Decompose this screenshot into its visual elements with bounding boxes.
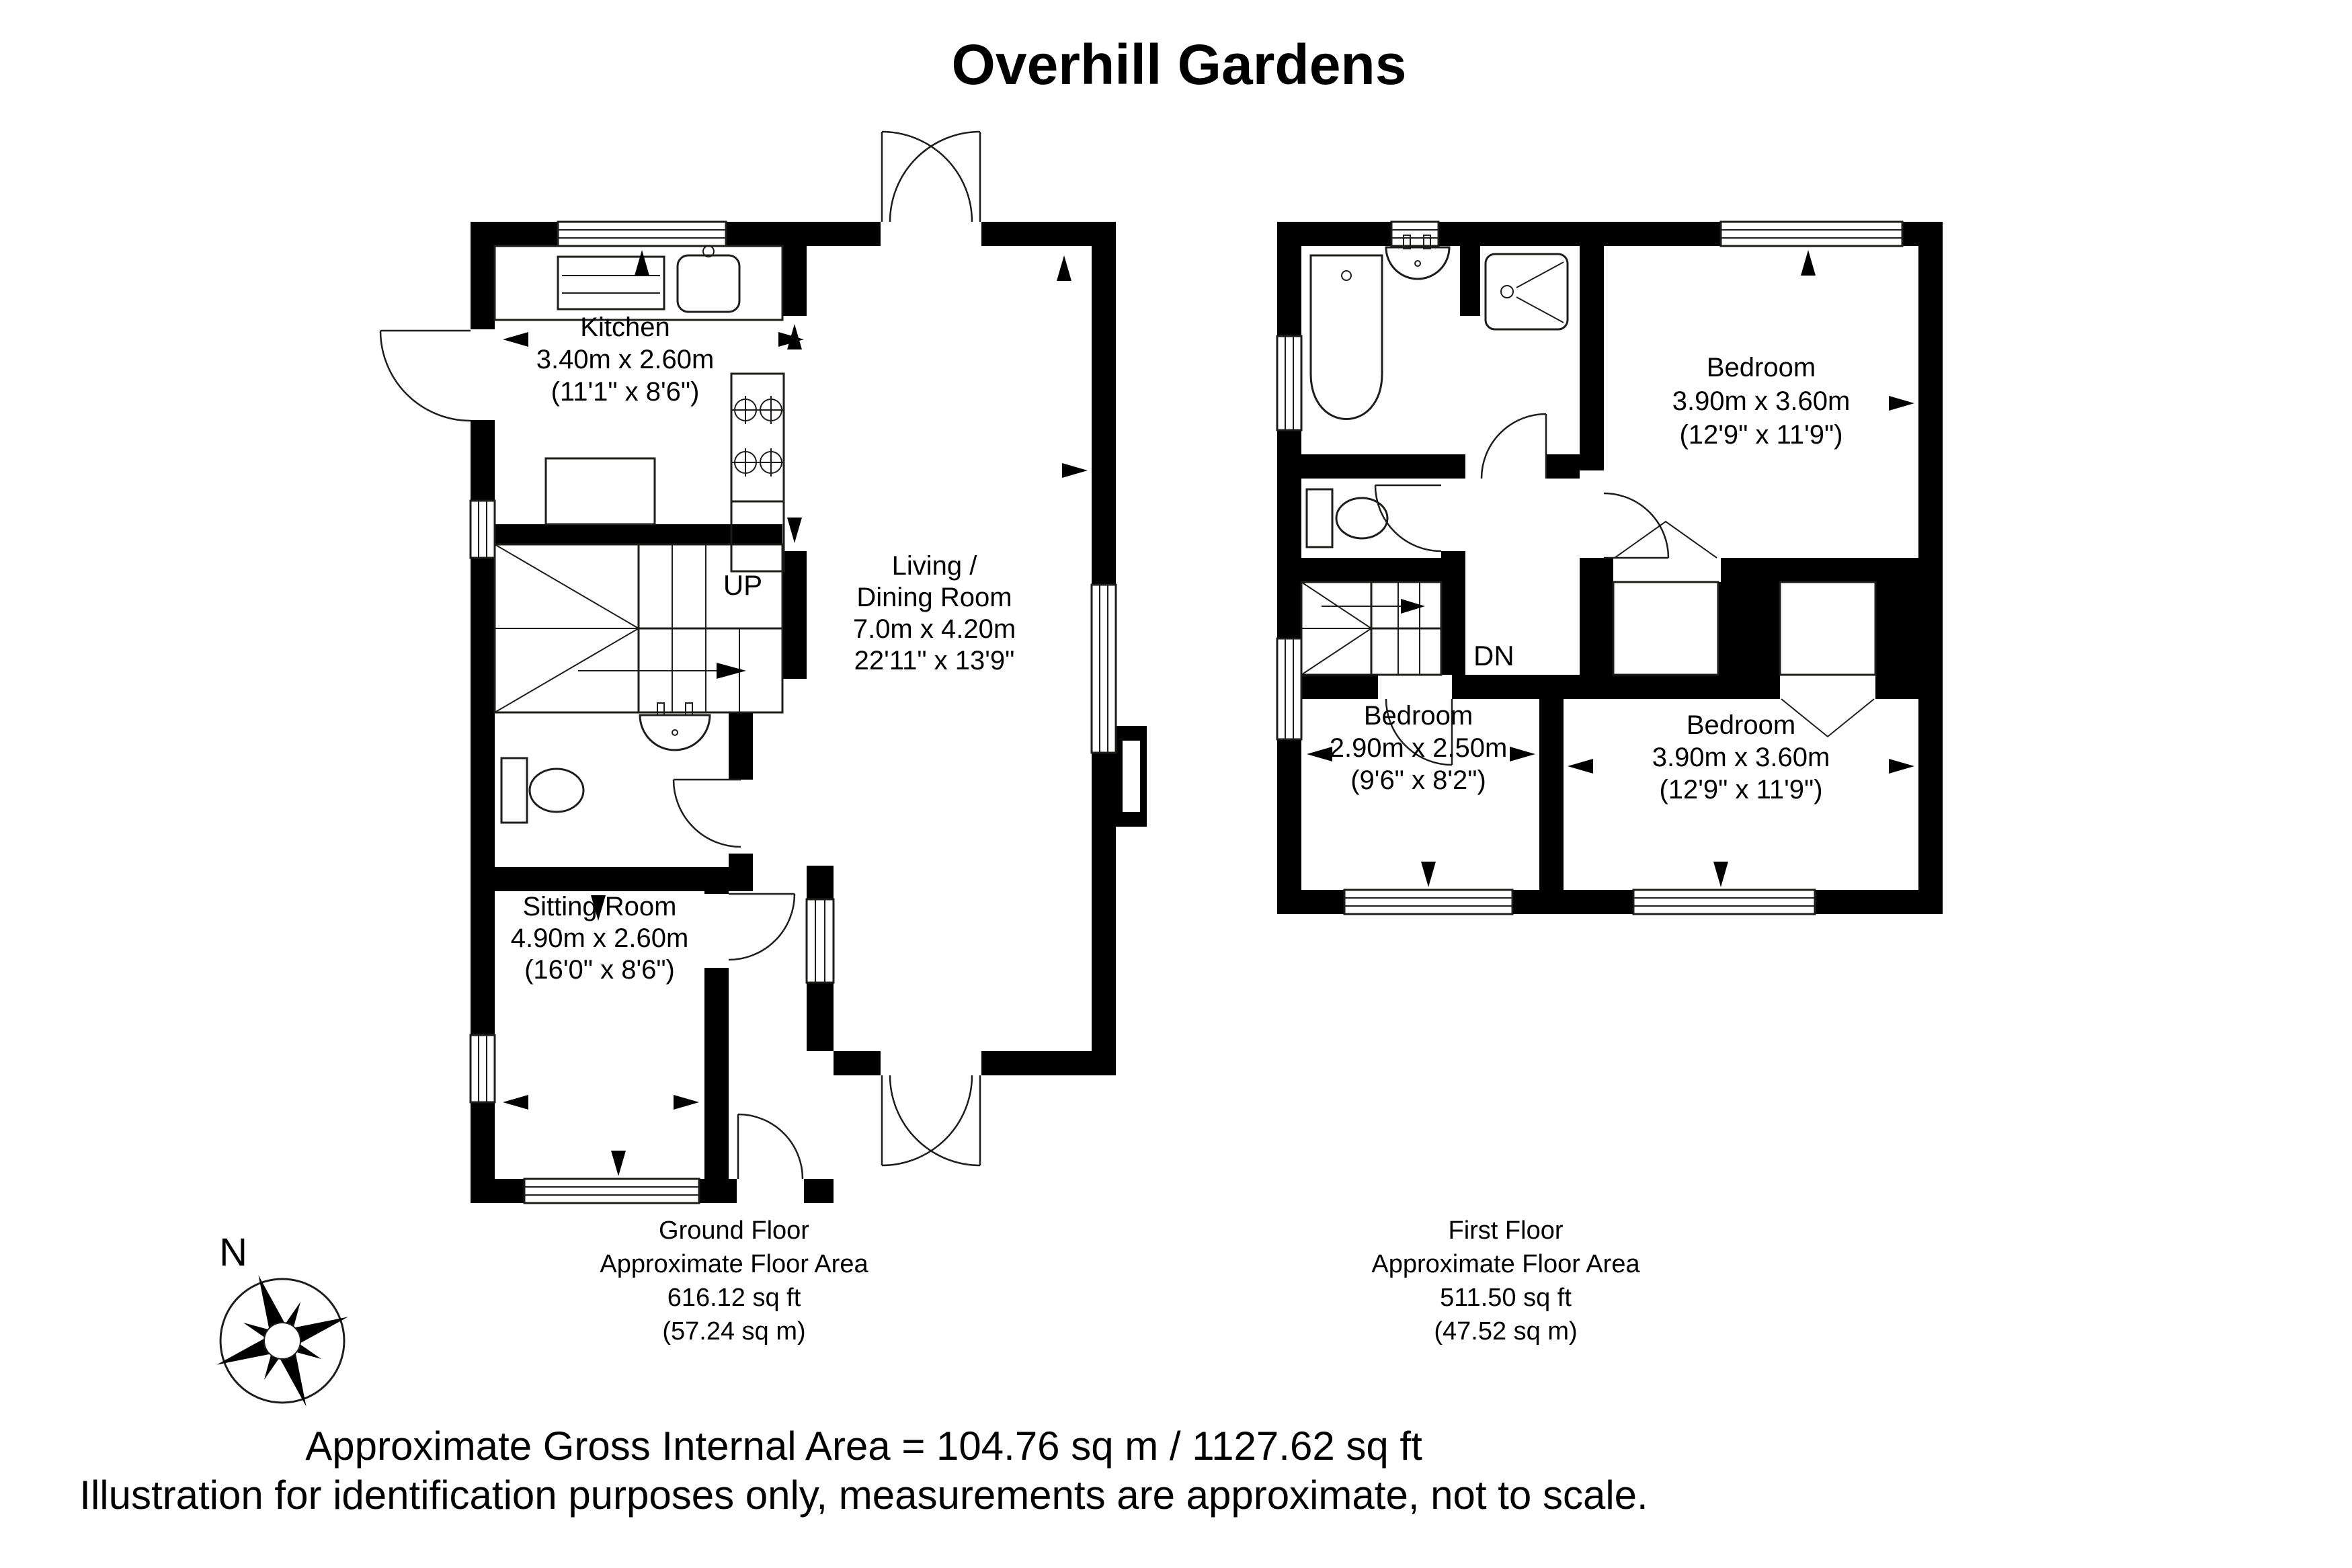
- kitchen-window: [558, 222, 726, 246]
- bedroom-top-dim-imperial: (12'9" x 11'9"): [1679, 420, 1843, 450]
- bedroom-bl-window: [1344, 890, 1512, 914]
- hall-sidelight-window: [807, 899, 834, 983]
- sitting-dim-imperial: (16'0" x 8'6"): [524, 955, 675, 985]
- kitchen-dim-metric: 3.40m x 2.60m: [536, 345, 715, 374]
- gf-caption-area-label: Approximate Floor Area: [600, 1250, 868, 1278]
- bedroom-br-window: [1633, 890, 1815, 914]
- footer-line-2: Illustration for identification purposes only, measurements are approximate, not to scale.: [79, 1473, 1648, 1518]
- ff-left-window-1: [1277, 336, 1301, 430]
- stairs-down-direction-arrow: [1401, 599, 1425, 614]
- ff-toilet: [1307, 489, 1387, 547]
- kitchen-sink: [678, 246, 739, 312]
- left-window-1: [471, 501, 495, 558]
- sitting-room-door: [729, 894, 795, 960]
- living-dim-metric: 7.0m x 4.20m: [852, 614, 1016, 644]
- living-dining-label: [853, 551, 1016, 675]
- bedroom-top-door: [1604, 493, 1668, 558]
- first-floor-caption: [1371, 1216, 1640, 1346]
- bedroom-top-dim-metric: 3.90m x 3.60m: [1672, 386, 1851, 416]
- bedroom-top-window: [1721, 222, 1902, 246]
- bedroom-top-name: Bedroom: [1706, 353, 1816, 382]
- bedroom-bl-name: Bedroom: [1363, 701, 1473, 731]
- ground-floor-plan: [380, 132, 1147, 1203]
- bedroom-bl-dim-metric: 2.90m x 2.50m: [1329, 733, 1508, 763]
- ff-caption-area-label: Approximate Floor Area: [1371, 1250, 1640, 1278]
- french-doors-top: [882, 132, 980, 222]
- compass-north-label: N: [219, 1231, 247, 1274]
- ground-floor-caption: [600, 1216, 868, 1346]
- bedroom-br-dim-metric: 3.90m x 3.60m: [1652, 743, 1830, 772]
- living-room-window: [1092, 585, 1116, 753]
- ff-caption-sqm: (47.52 sq m): [1434, 1317, 1578, 1346]
- staircase-up: [495, 544, 782, 712]
- kitchen-name: Kitchen: [580, 313, 670, 342]
- bedroom-br-name: Bedroom: [1686, 710, 1796, 740]
- ff-caption-name: First Floor: [1448, 1216, 1564, 1245]
- gf-caption-sqft: 616.12 sq ft: [667, 1284, 801, 1312]
- ff-caption-sqft: 511.50 sq ft: [1440, 1284, 1572, 1312]
- kitchen-worktop: [546, 458, 655, 524]
- living-name-line1: Living /: [891, 551, 977, 581]
- kitchen-dim-imperial: (11'1" x 8'6"): [551, 377, 700, 407]
- compass-rose: [193, 1231, 372, 1430]
- bathroom-window: [1391, 222, 1438, 246]
- gf-caption-name: Ground Floor: [659, 1216, 809, 1245]
- sitting-dim-metric: 4.90m x 2.60m: [510, 923, 689, 953]
- shower-cubicle: [1486, 254, 1568, 329]
- bedroom-bottom-left-label: [1330, 701, 1508, 795]
- stairs-down-label: DN: [1473, 640, 1514, 671]
- page-title: Overhill Gardens: [951, 33, 1407, 96]
- stairs-up-direction-arrow: [717, 663, 746, 679]
- ff-left-window-2: [1277, 638, 1301, 739]
- sitting-name: Sitting Room: [522, 892, 677, 921]
- first-floor-plan: [1277, 222, 1943, 914]
- footer-line-1: Approximate Gross Internal Area = 104.76 sq m / 1127.62 sq ft: [305, 1423, 1422, 1469]
- side-door: [380, 331, 471, 421]
- first-floor-walls: [1277, 222, 1943, 914]
- front-door: [738, 1114, 803, 1179]
- footer-disclaimer: [79, 1423, 1648, 1518]
- french-doors-bottom: [882, 1075, 980, 1165]
- sitting-room-label: [511, 892, 689, 985]
- stairs-up-label: UP: [723, 569, 763, 601]
- left-window-2: [471, 1035, 495, 1102]
- gf-caption-sqm: (57.24 sq m): [662, 1317, 806, 1346]
- staircase-down: [1301, 582, 1514, 675]
- cupboard-b: [1780, 582, 1875, 675]
- wc-basin: [640, 703, 710, 750]
- bathroom-door: [1482, 414, 1546, 479]
- kitchen-label: [536, 313, 715, 407]
- bedroom-bottom-right-label: [1652, 710, 1830, 804]
- cupboard-a: [1613, 582, 1718, 675]
- sitting-room-window: [524, 1179, 699, 1203]
- wc-door: [674, 780, 741, 847]
- bedroom-bl-dim-imperial: (9'6" x 8'2"): [1350, 766, 1486, 795]
- bedroom-br-dim-imperial: (12'9" x 11'9"): [1659, 775, 1823, 804]
- bathtub: [1311, 255, 1382, 419]
- wc-toilet: [501, 758, 583, 823]
- ff-wc-door: [1375, 485, 1441, 551]
- living-dim-imperial: 22'11" x 13'9": [854, 646, 1015, 675]
- bedroom-top-label: [1672, 353, 1851, 450]
- living-name-line2: Dining Room: [856, 583, 1012, 612]
